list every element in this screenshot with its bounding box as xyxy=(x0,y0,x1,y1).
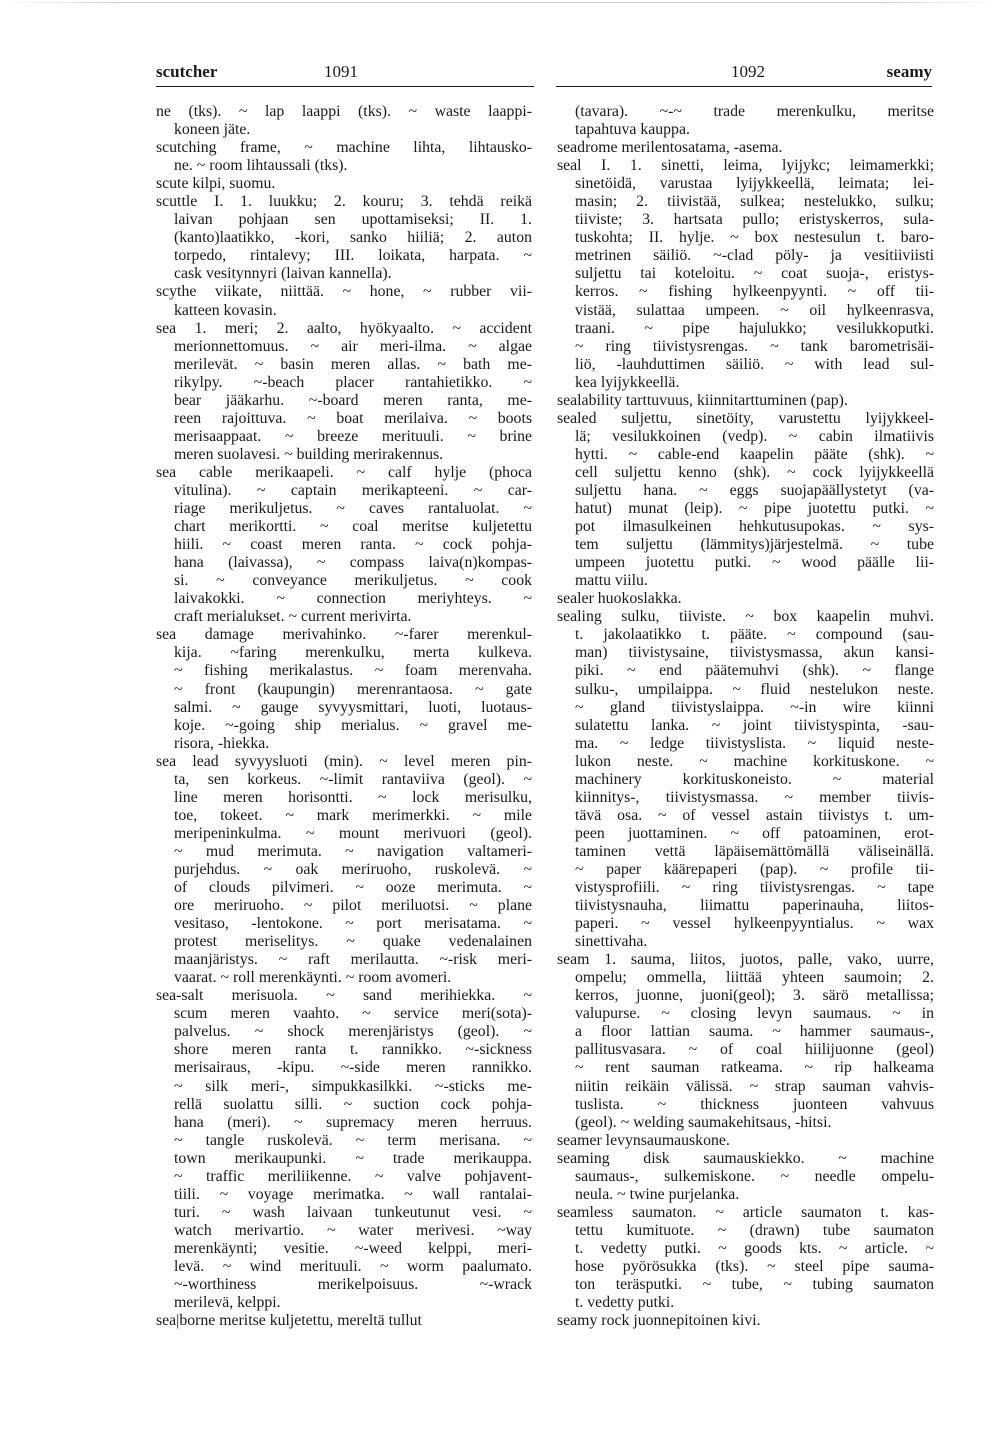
left-page-number: 1091 xyxy=(324,62,358,81)
entry-line: vistää, sulattaa umpeen. ~ oil hylkeenrasva, xyxy=(575,301,934,319)
entry-line: hiili. ~ coast meren ranta. ~ cock pohja- xyxy=(174,536,532,554)
entry-line: scythe viikate, niittää. ~ hone, ~ rubber vii- xyxy=(156,283,532,301)
entry-line: cell suljettu kenno (shk). ~ cock lyijykkeellä xyxy=(575,463,934,481)
entry-line: umpeen juotettu putki. ~ wood päälle lii- xyxy=(575,554,934,572)
entry-line: (tavara). ~-~ trade merenkulku, meritse xyxy=(575,103,934,120)
entry-line: ne (tks). ~ lap laappi (tks). ~ waste laappi- xyxy=(156,103,532,120)
entry-line: suljettu tai koteloitu. ~ coat suoja-, eristys- xyxy=(575,265,934,283)
entry-line: valupurse. ~ closing levyn saumaus. ~ in xyxy=(575,1005,934,1023)
scan-top-edge xyxy=(0,2,1000,3)
entry-line: kija. ~faring merenkulku, merta kulkeva. xyxy=(174,644,532,662)
entry-line: tiili. ~ voyage merimatka. ~ wall rantalai- xyxy=(174,1185,532,1203)
entry-line: vesitaso, -lentokone. ~ port merisatama. ~ xyxy=(174,915,532,933)
entry-line: man) tiivistysaine, tiivistysmassa, akun kansi- xyxy=(575,644,934,662)
left-guide-word: scutcher xyxy=(156,62,218,81)
right-column xyxy=(557,103,934,1330)
entry-line: of clouds pilvimeri. ~ ooze merimuta. ~ xyxy=(174,879,532,897)
entry-line: sea|borne meritse kuljetettu, mereltä tullut xyxy=(156,1312,422,1330)
entry-line: t. vedetty putki. ~ goods kts. ~ article. ~ xyxy=(575,1239,934,1257)
entry-line: kerros, juonne, juoni(geol); 3. särö metallissa; xyxy=(575,987,934,1005)
entry-line: masin; 2. tiivistää, sulkea; nestelukko, sulku; xyxy=(575,193,934,211)
entry-line: saumaus-, sulkemiskone. ~ needle ompelu- xyxy=(575,1167,934,1185)
header-rule-left xyxy=(156,86,534,87)
entry-line: tapahtuva kauppa. xyxy=(575,121,690,139)
entry-line: cask vesitynnyri (laivan kannella). xyxy=(174,265,392,283)
entry-line: tiiviste; 3. hartsata pullo; eristyskerros, sula- xyxy=(575,211,934,229)
entry-line: katteen kovasin. xyxy=(174,301,277,319)
entry-line: kea lyijykkeellä. xyxy=(575,373,680,391)
entry-line: merenkäynti; vesitie. ~-weed kelppi, meri- xyxy=(174,1239,532,1257)
entry-line: laivan pohjaan sen upottamiseksi; II. 1. xyxy=(174,211,532,229)
entry-line: line meren horisontti. ~ lock merisulku, xyxy=(174,788,532,806)
entry-line: meripeninkulma. ~ mount merivuori (geol). xyxy=(174,824,532,842)
entry-line: maanjäristys. ~ raft merilautta. ~-risk meri- xyxy=(174,951,532,969)
entry-line: hana (laivassa), ~ compass laiva(n)kompas- xyxy=(174,554,532,572)
entry-line: merilevät. ~ basin meren allas. ~ bath me- xyxy=(174,355,532,373)
entry-line: (geol). ~ welding saumakehitsaus, -hitsi. xyxy=(575,1113,832,1131)
entry-line: levä. ~ wind merituuli. ~ worm paalumato. xyxy=(174,1258,532,1275)
entry-line: hatut) munat (leip). ~ pipe juotettu putki. ~ xyxy=(575,500,934,518)
entry-line: koneen jäte. xyxy=(174,121,251,139)
entry-line: tem suljettu (lämmitys)järjestelmä. ~ tube xyxy=(575,536,934,554)
entry-line: watch merivartio. ~ water merivesi. ~way xyxy=(174,1221,532,1239)
right-guide-word: seamy xyxy=(886,62,932,81)
entry-line: ~ front (kaupungin) merenrantaosa. ~ gate xyxy=(174,680,532,698)
entry-line: sinetöidä, varustaa lyijykkeellä, leimata; lei- xyxy=(575,175,934,193)
entry-line: niitin reikäin välissä. ~ strap sauman vahvis- xyxy=(575,1077,934,1095)
entry-line: purjehdus. ~ oak meriruoho, ruskolevä. ~ xyxy=(174,860,532,878)
page-header xyxy=(156,62,932,88)
entry-line: scute kilpi, suomu. xyxy=(156,175,276,193)
entry-line: ~ paper käärepaperi (pap). ~ profile tii- xyxy=(575,860,934,878)
entry-line: taminen vettä läpäisemättömällä väliseinällä. xyxy=(575,842,934,860)
entry-line: neula. ~ twine purjelanka. xyxy=(575,1185,740,1203)
entry-line: ~ gland tiivistyslaippa. ~-in wire kiinni xyxy=(575,698,934,716)
entry-line: kiinnitys-, tiivistysmassa. ~ member tiivis- xyxy=(575,788,934,806)
entry-line: sea damage merivahinko. ~-farer merenkul- xyxy=(156,626,532,644)
entry-line: seadrome merilentosatama, -asema. xyxy=(557,139,783,157)
entry-line: turi. ~ wash laivaan tunkeutunut vesi. ~ xyxy=(174,1203,532,1221)
entry-line: hose pyörösukka (tks). ~ steel pipe sauma- xyxy=(575,1258,934,1275)
entry-line: ne. ~ room lihtaussali (tks). xyxy=(174,157,348,175)
entry-line: t. vedetty putki. xyxy=(575,1294,675,1312)
entry-line: machinery korkituskoneisto. ~ material xyxy=(575,770,934,788)
entry-line: reen rajoittuva. ~ boat merilaiva. ~ boots xyxy=(174,409,532,427)
entry-line: seamless saumaton. ~ article saumaton t. kas- xyxy=(557,1203,934,1221)
entry-line: tettu kumituote. ~ (drawn) tube saumaton xyxy=(575,1221,934,1239)
entry-line: bear jääkarhu. ~-board meren ranta, me- xyxy=(174,391,532,409)
entry-line: sea lead syvyysluoti (min). ~ level meren pin- xyxy=(156,752,532,770)
entry-line: traani. ~ pipe hajulukko; vesilukkoputki. xyxy=(575,319,934,337)
entry-line: hytti. ~ cable-end kaapelin pääte (shk). ~ xyxy=(575,445,934,463)
entry-line: seamer levynsaumauskone. xyxy=(557,1131,730,1149)
entry-line: ~ silk meri-, simpukkasilkki. ~-sticks me- xyxy=(174,1077,532,1095)
entry-line: sulatettu lanka. ~ joint tiivistyspinta, -sau- xyxy=(575,716,934,734)
entry-line: ~ fishing merikalastus. ~ foam merenvaha. xyxy=(174,662,532,680)
entry-line: seal I. 1. sinetti, leima, lyijykc; leimamerkki; xyxy=(557,157,934,175)
entry-line: sealing sulku, tiiviste. ~ box kaapelin muhvi. xyxy=(557,608,934,626)
entry-line: seaming disk saumauskiekko. ~ machine xyxy=(557,1149,934,1167)
entry-line: rellä suolattu silli. ~ suction cock pohja- xyxy=(174,1095,532,1113)
entry-line: a floor lattian sauma. ~ hammer saumaus-, xyxy=(575,1023,934,1041)
entry-line: vaarat. ~ roll merenkäynti. ~ room avomeri. xyxy=(174,969,452,987)
entry-line: scum meren vaahto. ~ service meri(sota)- xyxy=(174,1005,532,1023)
entry-line: town merikaupunki. ~ trade merikauppa. xyxy=(174,1149,532,1167)
entry-line: laivakokki. ~ connection meriyhteys. ~ xyxy=(174,590,532,608)
entry-line: salmi. ~ gauge syvyysmittari, luoti, luotaus- xyxy=(174,698,532,716)
entry-line: shore meren ranta t. rannikko. ~-sickness xyxy=(174,1041,532,1059)
entry-line: sealed suljettu, sinetöity, varustettu lyijykkeel- xyxy=(557,409,934,427)
header-rule-right xyxy=(556,86,932,87)
entry-line: merisairaus, -kipu. ~-side meren rannikko. xyxy=(174,1059,532,1077)
entry-line: liö, -lauhduttimen säiliö. ~ with lead sul- xyxy=(575,355,934,373)
entry-line: ta, sen korkeus. ~-limit rantaviiva (geol). ~ xyxy=(174,770,532,788)
left-column xyxy=(156,103,532,1330)
entry-line: sinettivaha. xyxy=(575,933,648,951)
entry-line: meren suolavesi. ~ building merirakennus. xyxy=(174,445,444,463)
right-page-number: 1092 xyxy=(731,62,765,81)
entry-line: toe, tokeet. ~ mark merimerkki. ~ mile xyxy=(174,806,532,824)
entry-line: ~ traffic meriliikenne. ~ valve pohjavent- xyxy=(174,1167,532,1185)
entry-line: koje. ~-going ship merialus. ~ gravel me- xyxy=(174,716,532,734)
entry-line: seam 1. sauma, liitos, juotos, palle, vako, uurre, xyxy=(557,951,934,969)
entry-line: ~-worthiness merikelpoisuus. ~-wrack xyxy=(174,1276,532,1294)
entry-line: rikylpy. ~-beach placer rantahietikko. ~ xyxy=(174,373,532,391)
entry-line: tuskohta; II. hylje. ~ box nestesulun t. baro- xyxy=(575,229,934,247)
entry-line: sea cable merikaapeli. ~ calf hylje (phoca xyxy=(156,463,532,481)
entry-line: risora, -hiekka. xyxy=(174,734,270,752)
entry-line: (kanto)laatikko, -kori, sanko hiiliä; 2. auton xyxy=(174,229,532,247)
entry-line: suljettu hana. ~ eggs suojapäällystetyt (va- xyxy=(575,481,934,499)
entry-line: riage merikuljetus. ~ caves rantaluolat. ~ xyxy=(174,500,532,518)
entry-line: ompelu; ommella, liittää yhteen saumoin; 2. xyxy=(575,969,934,987)
entry-line: sealability tarttuvuus, kiinnitarttuminen (pap). xyxy=(557,391,848,409)
entry-line: ton teräsputki. ~ tube, ~ tubing saumaton xyxy=(575,1276,934,1294)
entry-line: merisaappaat. ~ breeze merituuli. ~ brine xyxy=(174,427,532,445)
entry-line: scutching frame, ~ machine lihta, lihtausko- xyxy=(156,139,532,157)
entry-line: si. ~ conveyance merikuljetus. ~ cook xyxy=(174,572,532,590)
entry-line: scuttle I. 1. luukku; 2. kouru; 3. tehdä reikä xyxy=(156,193,532,211)
entry-line: merilevä, kelppi. xyxy=(174,1294,281,1312)
entry-line: ~ rent sauman ratkeama. ~ rip halkeama xyxy=(575,1059,934,1077)
entry-line: metrinen säiliö. ~-clad pöly- ja vesitiiviisti xyxy=(575,247,934,265)
entry-line: torpedo, rintalevy; III. loikata, harpata. ~ xyxy=(174,247,532,265)
entry-line: lä; vesilukkoinen (vedp). ~ cabin ilmatiivis xyxy=(575,427,934,445)
entry-line: sulku-, umpilaippa. ~ fluid nestelukon neste. xyxy=(575,680,934,698)
entry-line: palvelus. ~ shock merenjäristys (geol). ~ xyxy=(174,1023,532,1041)
entry-line: seamy rock juonnepitoinen kivi. xyxy=(557,1312,761,1330)
entry-line: tuslista. ~ thickness juonteen vahvuus xyxy=(575,1095,934,1113)
entry-line: ~ tangle ruskolevä. ~ term merisana. ~ xyxy=(174,1131,532,1149)
entry-line: sea 1. meri; 2. aalto, hyökyaalto. ~ accident xyxy=(156,319,532,337)
entry-line: sealer huokoslakka. xyxy=(557,590,682,608)
entry-line: kerros. ~ fishing hylkeenpyynti. ~ off tii- xyxy=(575,283,934,301)
entry-line: tiivistysnauha, liimattu paperinauha, liitos- xyxy=(575,897,934,915)
entry-line: ore meriruoho. ~ pilot meriluotsi. ~ plane xyxy=(174,897,532,915)
entry-line: sea-salt merisuola. ~ sand merihiekka. ~ xyxy=(156,987,532,1005)
entry-line: t. jakolaatikko t. pääte. ~ compound (sau- xyxy=(575,626,934,644)
entry-line: pot ilmasulkeinen hehkutusupokas. ~ sys- xyxy=(575,518,934,536)
entry-line: vitulina). ~ captain merikapteeni. ~ car- xyxy=(174,481,532,499)
entry-line: merionnettomuus. ~ air meri-ilma. ~ algae xyxy=(174,337,532,355)
entry-line: protest meriselitys. ~ quake vedenalainen xyxy=(174,933,532,951)
entry-line: paperi. ~ vessel hylkeenpyyntialus. ~ wax xyxy=(575,915,934,933)
entry-line: lukon neste. ~ machine korkituskone. ~ xyxy=(575,752,934,770)
entry-line: tävä osa. ~ of vessel astain tiivistys t. um- xyxy=(575,806,934,824)
entry-line: hana (meri). ~ supremacy meren herruus. xyxy=(174,1113,532,1131)
entry-line: pallitusvasara. ~ of coal hiilijuonne (geol) xyxy=(575,1041,934,1059)
entry-line: peen juottaminen. ~ off patoaminen, erot- xyxy=(575,824,934,842)
entry-line: chart merikortti. ~ coal meritse kuljetettu xyxy=(174,518,532,536)
entry-line: craft merialukset. ~ current merivirta. xyxy=(174,608,412,626)
entry-line: ma. ~ ledge tiivistyslista. ~ liquid neste- xyxy=(575,734,934,752)
entry-line: ~ mud merimuta. ~ navigation valtameri- xyxy=(174,842,532,860)
entry-line: mattu viilu. xyxy=(575,572,648,590)
entry-line: vistysprofiili. ~ ring tiivistysrengas. ~ tape xyxy=(575,879,934,897)
entry-line: ~ ring tiivistysrengas. ~ tank barometrisäi- xyxy=(575,337,934,355)
entry-line: piki. ~ end päätemuhvi (shk). ~ flange xyxy=(575,662,934,680)
